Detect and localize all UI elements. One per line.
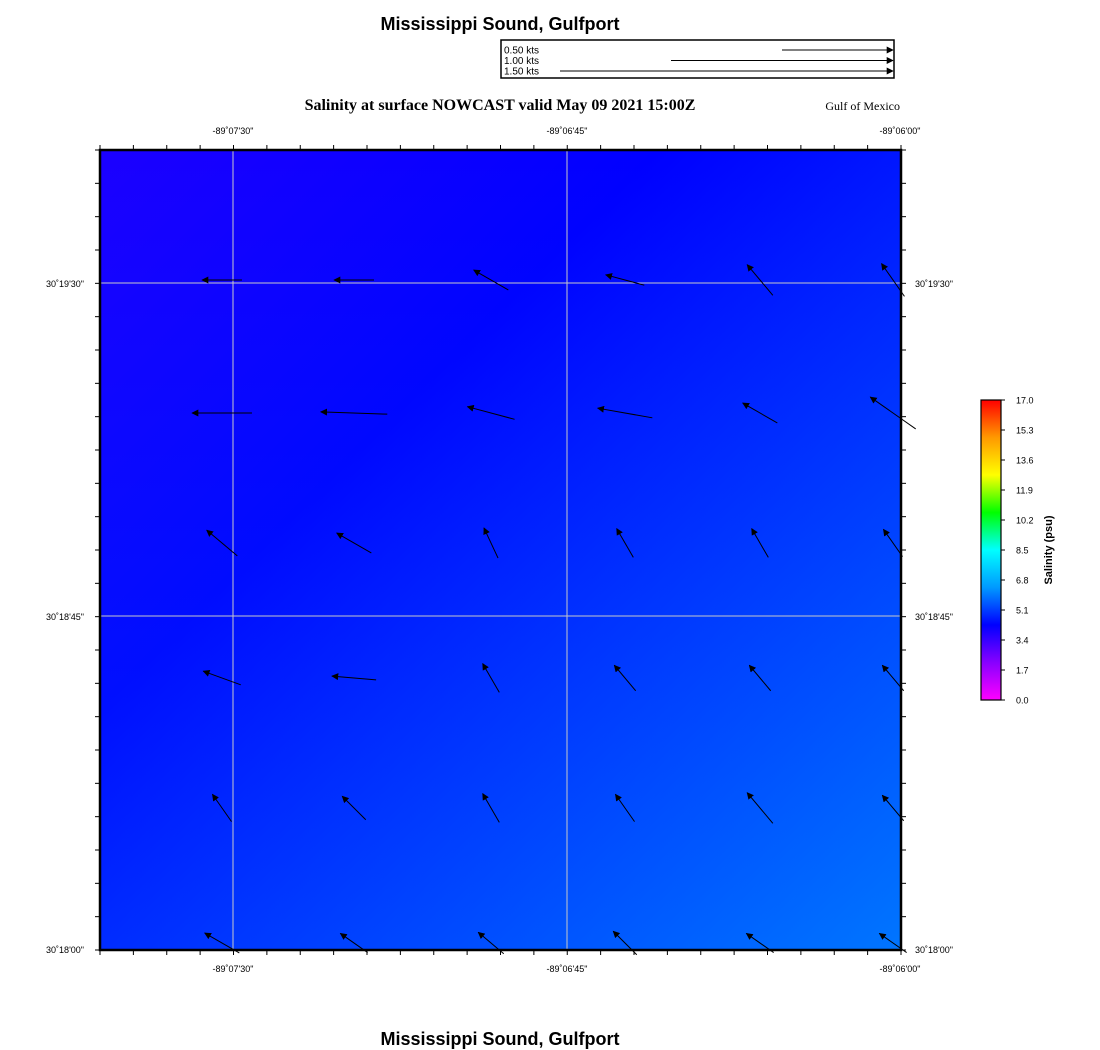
footer-region-title: Mississippi Sound, Gulfport bbox=[380, 1029, 620, 1049]
colorbar-tick-label: 5.1 bbox=[1016, 605, 1029, 616]
lon-label-bottom-2: -89˚06'45" bbox=[546, 964, 588, 974]
map-title: Salinity at surface NOWCAST valid May 09 2021 15:00Z bbox=[304, 97, 696, 114]
colorbar-tick-label: 11.9 bbox=[1016, 485, 1033, 496]
colorbar-ramp bbox=[981, 400, 1001, 700]
vector-legend-label: 1.00 kts bbox=[504, 56, 540, 67]
lon-label-bottom-3: -89˚06'00" bbox=[879, 964, 921, 974]
lat-label-right-1: 30˚19'30" bbox=[915, 279, 953, 289]
lat-label-left-1: 30˚19'30" bbox=[46, 279, 84, 289]
vector-legend-box bbox=[501, 40, 894, 78]
colorbar-tick-label: 6.8 bbox=[1016, 575, 1029, 586]
subregion-label: Gulf of Mexico bbox=[825, 99, 900, 113]
lon-label-bottom-1: -89˚07'30" bbox=[212, 964, 254, 974]
colorbar-tick-label: 8.5 bbox=[1016, 545, 1029, 556]
vector-legend-label: 1.50 kts bbox=[504, 66, 540, 78]
vector-legend bbox=[501, 40, 894, 78]
colorbar-tick-label: 13.6 bbox=[1016, 455, 1034, 466]
colorbar-label: Salinity (psu) bbox=[1043, 515, 1055, 585]
colorbar-tick-label: 10.2 bbox=[1016, 515, 1034, 526]
colorbar-tick-label: 1.7 bbox=[1016, 665, 1029, 676]
colorbar-tick-label: 3.4 bbox=[1016, 635, 1029, 646]
colorbar-tick-label: 17.0 bbox=[1016, 395, 1034, 406]
lat-label-right-3: 30˚18'00" bbox=[915, 945, 953, 955]
lon-label-top-1: -89˚07'30" bbox=[212, 126, 254, 136]
lon-label-top-2: -89˚06'45" bbox=[546, 126, 588, 136]
salinity-field-shading bbox=[100, 150, 901, 950]
lat-label-left-3: 30˚18'00" bbox=[46, 945, 84, 955]
lat-label-left-2: 30˚18'45" bbox=[46, 612, 84, 622]
colorbar-tick-label: 15.3 bbox=[1016, 425, 1034, 436]
region-title: Mississippi Sound, Gulfport bbox=[380, 14, 620, 34]
vector-legend-label: 0.50 kts bbox=[504, 45, 540, 57]
lon-label-top-3: -89˚06'00" bbox=[879, 126, 921, 136]
lat-label-right-2: 30˚18'45" bbox=[915, 612, 953, 622]
map-panel bbox=[46, 126, 953, 974]
colorbar-tick-label: 0.0 bbox=[1016, 695, 1029, 706]
colorbar bbox=[981, 396, 1055, 706]
